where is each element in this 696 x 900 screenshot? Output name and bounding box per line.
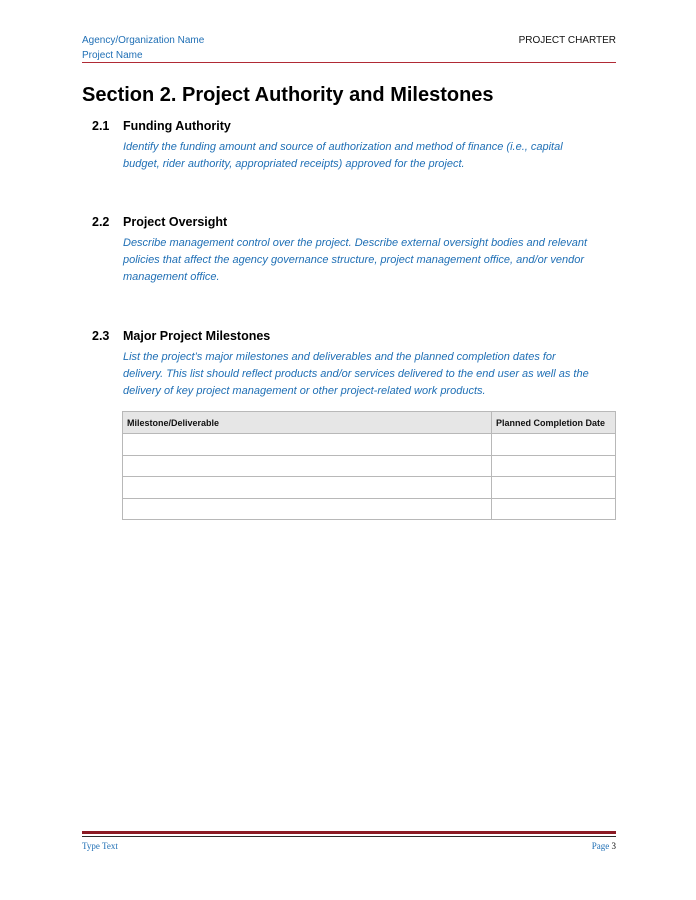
completion-date-cell[interactable] [492, 455, 616, 477]
subsection-project-oversight [92, 213, 616, 286]
milestone-cell[interactable] [123, 498, 492, 520]
page-label: Page [591, 841, 610, 851]
subsection-title: Project Oversight [123, 215, 228, 229]
subsection-heading [92, 213, 616, 231]
completion-date-cell[interactable] [492, 498, 616, 520]
subsection-funding-authority [92, 117, 616, 173]
completion-date-cell[interactable] [492, 434, 616, 456]
subsection-major-milestones [92, 327, 616, 400]
subsection-instructions [123, 235, 608, 286]
subsection-number: 2.3 [92, 329, 110, 343]
header-divider [82, 62, 616, 63]
completion-date-cell[interactable] [492, 477, 616, 499]
milestones-table [122, 411, 616, 520]
table-row [123, 498, 616, 520]
table-row [123, 455, 616, 477]
instruction-line: budget, rider authority, appropriated receipts) approved for the project. [123, 158, 465, 170]
subsection-heading [92, 327, 616, 345]
milestone-cell[interactable] [123, 434, 492, 456]
footer-divider-thick [82, 831, 616, 834]
footer-text: Type Text [82, 841, 118, 851]
header-left [82, 33, 204, 63]
instruction-line: Identify the funding amount and source of authorization and method of finance (i.e., capital [123, 141, 563, 153]
agency-name: Agency/Organization Name [82, 35, 205, 46]
instruction-line: management office. [123, 271, 220, 283]
subsection-number: 2.1 [92, 119, 110, 133]
project-name: Project Name [82, 50, 143, 61]
column-header-milestone: Milestone/Deliverable [123, 412, 492, 434]
subsection-instructions [123, 349, 608, 400]
table-row [123, 477, 616, 499]
subsection-number: 2.2 [92, 215, 110, 229]
milestone-cell[interactable] [123, 455, 492, 477]
table-header-row [123, 412, 616, 434]
instruction-line: delivery. This list should reflect products and/or services delivered to the end user as well as the [123, 368, 589, 380]
instruction-line: policies that affect the agency governance structure, project management office, and/or vendor [123, 254, 585, 266]
page-header [82, 33, 616, 63]
subsection-heading [92, 117, 616, 135]
footer-divider-thin [82, 836, 616, 837]
page-number: 3 [611, 841, 616, 851]
milestone-cell[interactable] [123, 477, 492, 499]
subsection-title: Funding Authority [123, 119, 231, 133]
column-header-completion-date: Planned Completion Date [492, 412, 616, 434]
section-title: Section 2. Project Authority and Milestones [82, 84, 494, 106]
instruction-line: delivery of key project management or other project-related work products. [123, 385, 486, 397]
document-type: PROJECT CHARTER [518, 35, 616, 46]
instruction-line: Describe management control over the project. Describe external oversight bodies and relevant [123, 237, 588, 249]
instruction-line: List the project’s major milestones and deliverables and the planned completion dates for [123, 351, 556, 363]
subsection-instructions [123, 139, 608, 173]
subsection-title: Major Project Milestones [123, 329, 271, 343]
table-row [123, 434, 616, 456]
page-indicator [592, 841, 616, 851]
